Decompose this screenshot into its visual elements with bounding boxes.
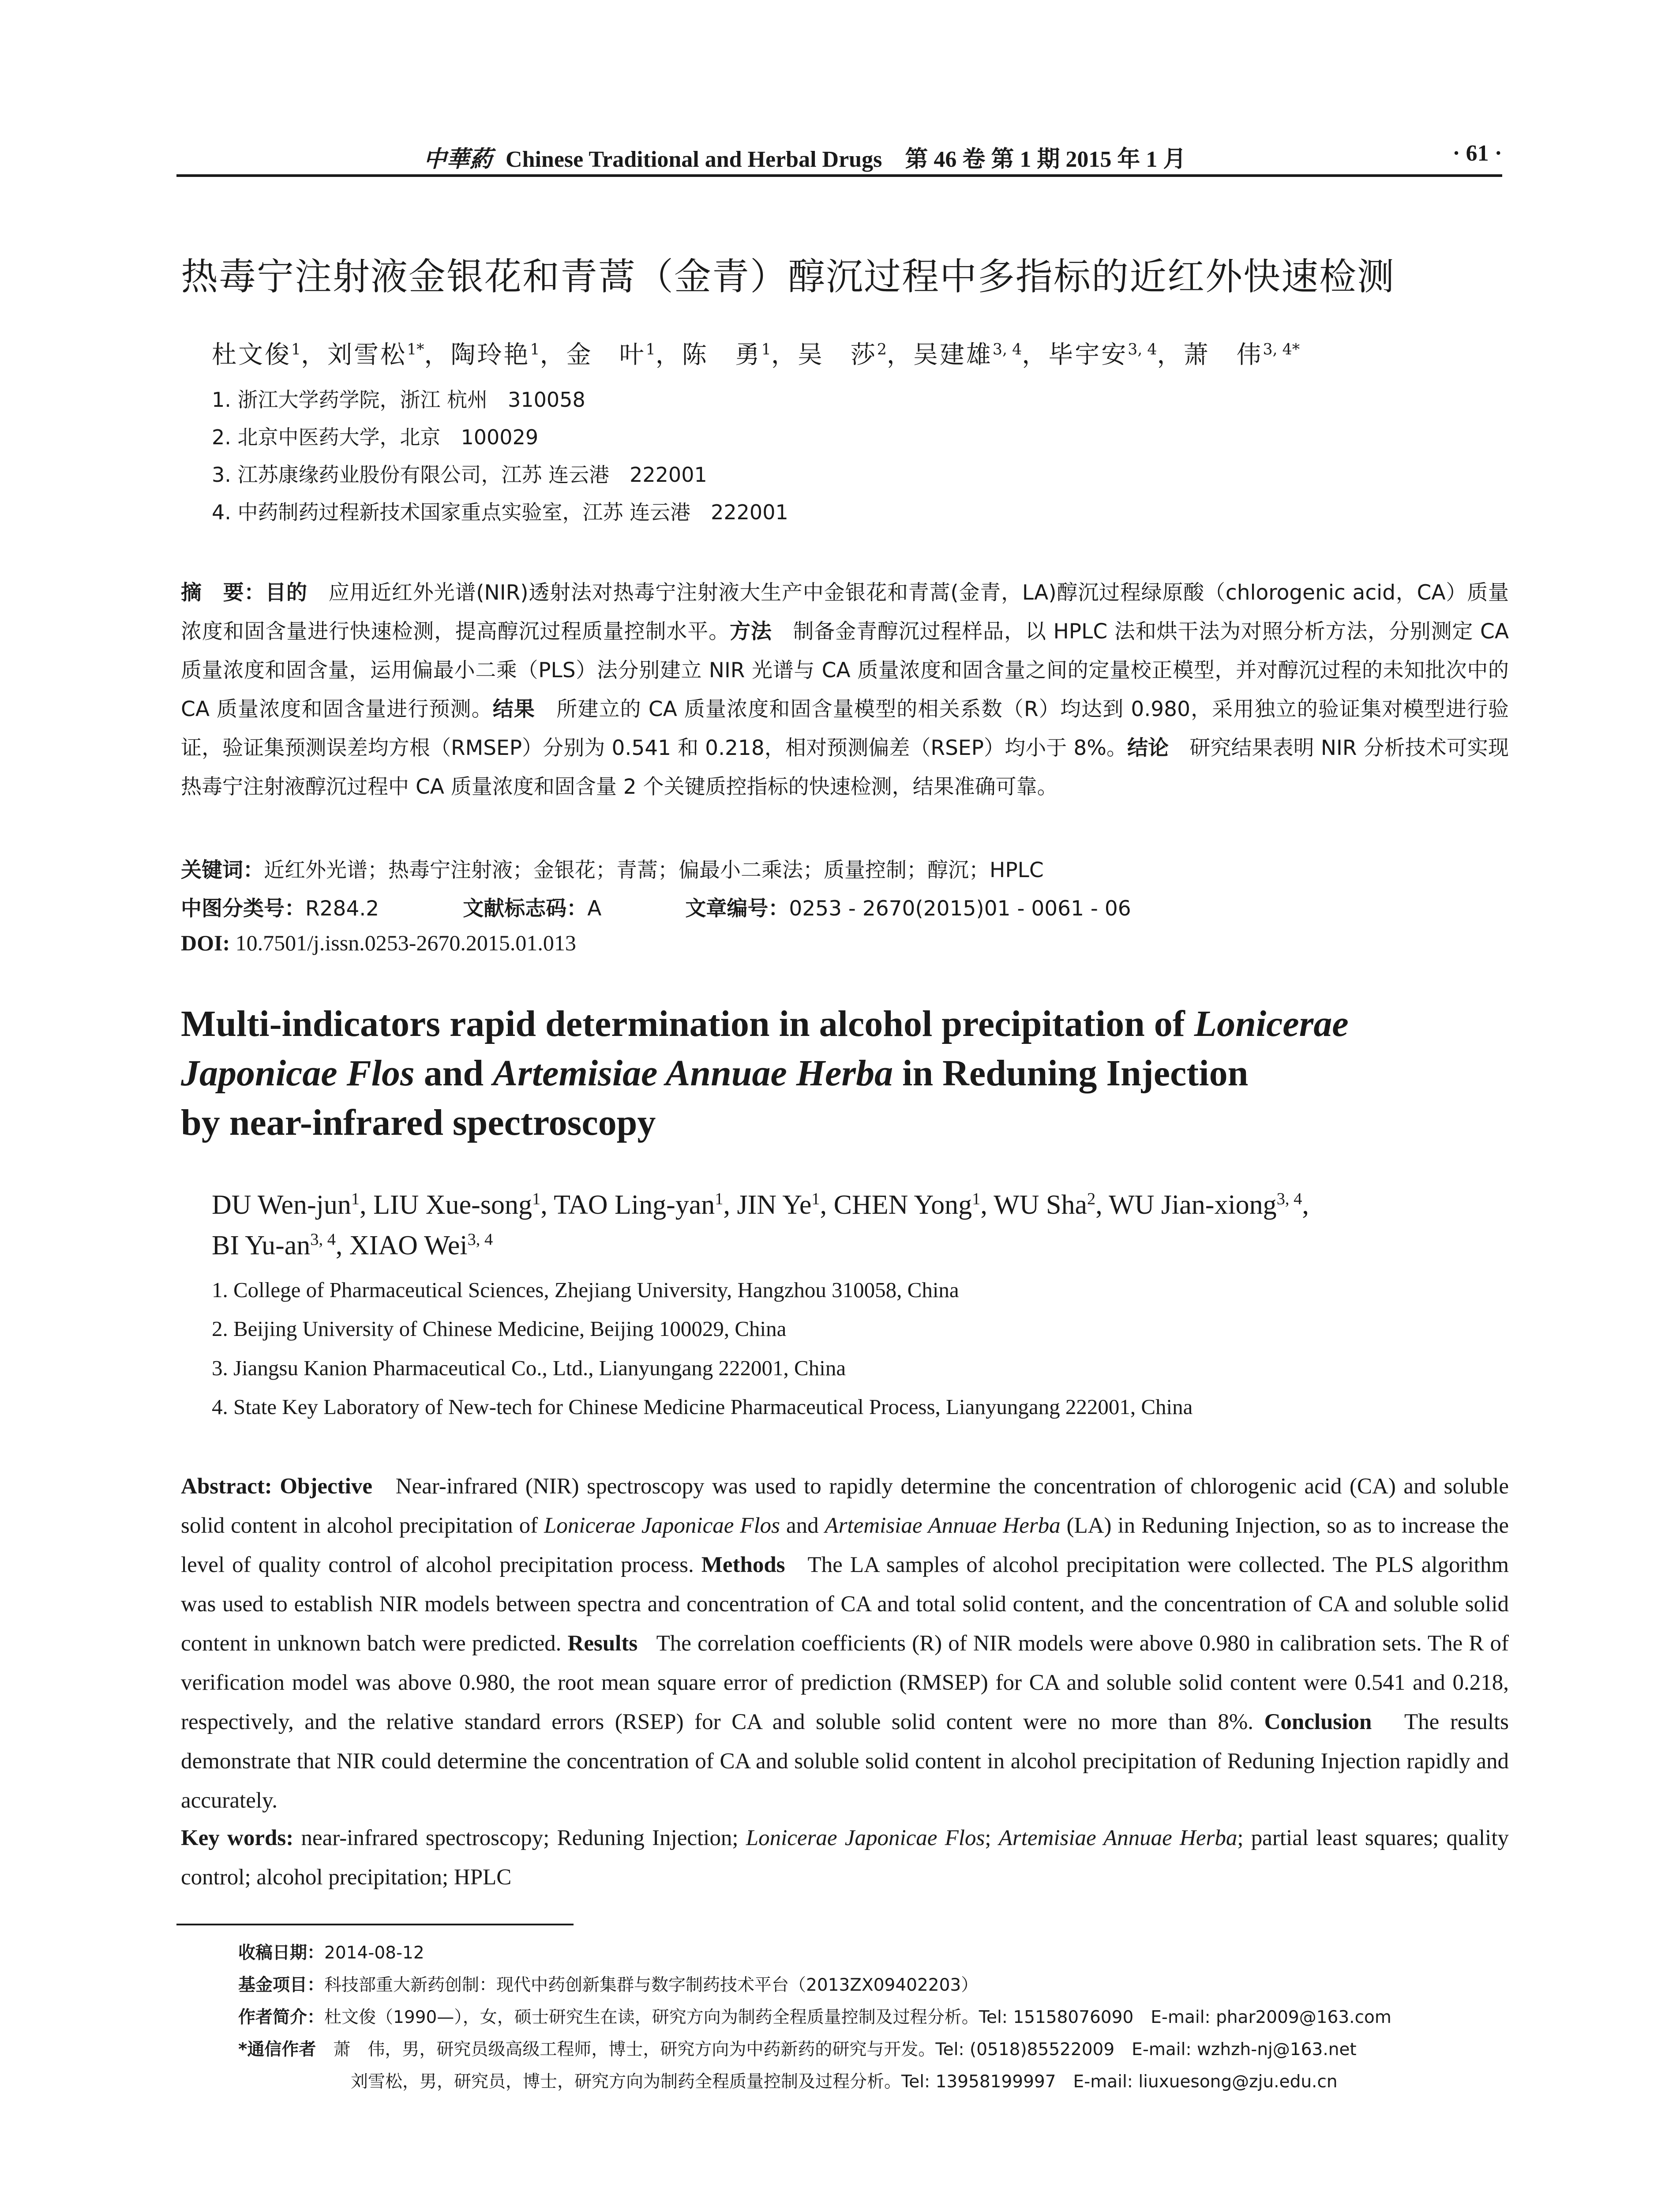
cn-methods: 制备金青醇沉过程样品，以 HPLC 法和烘干法为对照分析方法，分别测定 CA 质量浓度和固含量，运用偏最小二乘（PLS）法分别建立 NIR 光谱与 CA 质量浓度和固含量之间的定量校正模型，并对醇沉过程的未知批次中的 CA 质量浓度和固含量进行预测。 [181,619,1509,721]
doi-label: DOI: [181,930,230,955]
cn-conclusion: 研究结果表明 NIR 分析技术可实现热毒宁注射液醇沉过程中 CA 质量浓度和固含量 2 个关键质控指标的快速检测，结果准确可靠。 [181,736,1509,799]
footnote-corresponding: *通信作者 萧 伟，男，研究员级高级工程师，博士，研究方向为中药新药的研究与开发。Tel: (0518)85522009 E-mail: wzhzh-nj@163.net [238,2040,1357,2060]
cn-abstract-label: 摘 要： [181,581,266,605]
en-title: Multi-indicators rapid determination in alcohol precipitation of Lonicerae Japonicae Flos and Artemisiae Annuae Herba in Reduning Injection by near-infrared spectroscopy [181,1003,1349,1143]
en-author: LIU Xue-song$^1$ [373,1189,541,1220]
footnote-rule [176,1924,574,1925]
header-rule [176,174,1502,177]
en-affiliation: 1. College of Pharmaceutical Sciences, Zhejiang University, Hangzhou 310058, China [212,1278,959,1302]
cn-author: 杜文俊$^1$ [212,341,301,369]
cn-authors: 杜文俊$^1$，刘雪松$^{1*}$，陶玲艳$^1$，金 叶$^1$，陈 勇$^1$，吴 莎$^2$，吴建雄$^{3, 4}$，毕宇安$^{3, 4}$，萧 伟$^{3, 4*}$ [212,341,1300,369]
doi-value: 10.7501/j.issn.0253-2670.2015.01.013 [235,930,576,955]
cn-objective: 应用近红外光谱(NIR)透射法对热毒宁注射液大生产中金银花和青蒿(金青，LA)醇沉过程绿原酸（chlorogenic acid，CA）质量浓度和固含量进行快速检测，提高醇沉过程质量控制水平。 [181,581,1509,644]
cn-author: 萧 伟$^{3, 4*}$ [1183,341,1300,369]
article-no-label: 文章编号： [685,897,789,921]
cn-affiliation: 4. 中药制药过程新技术国家重点实验室，江苏 连云港 222001 [212,500,788,524]
doccode-label: 文献标志码： [463,897,588,921]
cn-author: 毕宇安$^{3, 4}$ [1048,341,1157,369]
page-number: · 61 · [1452,141,1502,166]
en-author: XIAO Wei$^{3, 4}$ [349,1230,493,1261]
en-affiliation: 3. Jiangsu Kanion Pharmaceutical Co., Ltd., Lianyungang 222001, China [212,1356,846,1380]
en-abstract-label: Abstract: Objective [181,1474,372,1499]
cn-methods-label: 方法 [729,619,772,644]
en-author: JIN Ye$^1$ [737,1189,820,1220]
journal-logo: 中華葯 [424,146,493,173]
cn-author: 陈 勇$^1$ [682,341,771,369]
cn-keywords [181,854,1044,883]
en-keywords-label: Key words: [181,1826,294,1850]
en-affiliation: 2. Beijing University of Chinese Medicine, Beijing 100029, China [212,1317,787,1341]
clc-label: 中图分类号： [181,897,305,921]
cn-objective-label: 目的 [265,581,308,605]
en-author: CHEN Yong$^1$ [833,1189,981,1220]
en-author: WU Sha$^2$ [994,1189,1096,1220]
cn-keywords-text: 近红外光谱；热毒宁注射液；金银花；青蒿；偏最小二乘法；质量控制；醇沉；HPLC [264,858,1044,882]
en-results-label: Results [567,1631,638,1656]
cn-classification [181,892,1131,922]
article-no-value: 0253 - 2670(2015)01 - 0061 - 06 [789,897,1131,921]
footnote-fund: 基金项目：科技部重大新药创制：现代中药创新集群与数字制药技术平台（2013ZX09402203） [238,1975,979,1995]
footnote-bio: 作者简介：杜文俊（1990—），女，硕士研究生在读，研究方向为制药全程质量控制及过程分析。Tel: 15158076090 E-mail: phar2009@163.com [238,2007,1391,2027]
en-methods: The LA samples of alcohol precipitation were collected. The PLS algorithm was used to establish NIR models between spectra and concentration of CA and total solid content, and the concentration of CA and soluble solid content in unknown batch were predicted. [181,1553,1509,1656]
cn-author: 吴建雄$^{3, 4}$ [913,341,1022,369]
en-keywords: Key words: near-infrared spectroscopy; Reduning Injection; Lonicerae Japonicae Flos; Artemisiae Annuae Herba; partial least squares; quality control; alcohol precipitation; HPLC [181,1826,1509,1890]
cn-author: 陶玲艳$^1$ [450,341,540,369]
en-authors: DU Wen-jun$^1$, LIU Xue-song$^1$, TAO Ling-yan$^1$, JIN Ye$^1$, CHEN Yong$^1$, WU Sha$^2$, WU Jian-xiong$^{3, 4}$, BI Yu-an$^{3, 4}$, XIAO Wei$^{3, 4}$ [212,1189,1309,1261]
en-author: DU Wen-jun$^1$ [212,1189,360,1220]
doi-line [181,930,576,956]
doccode-value: A [587,897,602,921]
cn-results-label: 结果 [492,697,536,721]
cn-author: 金 叶$^1$ [566,341,656,369]
en-author: TAO Ling-yan$^1$ [554,1189,724,1220]
journal-info: Chinese Traditional and Herbal Drugs 第 46 卷 第 1 期 2015 年 1 月 [506,147,1186,172]
en-author: WU Jian-xiong$^{3, 4}$ [1109,1189,1302,1220]
cn-conclusion-label: 结论 [1127,736,1169,760]
cn-abstract [181,574,1509,807]
cn-author: 吴 莎$^2$ [797,341,887,369]
running-header [176,140,1502,175]
en-abstract: Abstract: Objective Near-infrared (NIR) spectroscopy was used to rapidly determine the concentration of chlorogenic acid (CA) and soluble solid content in alcohol precipitation of Lonicerae Japonicae Flos and Artemisiae Annuae Herba (LA) in Reduning Injection, so as to increase the level of quality control of alcohol precipitation process. Methods The LA samples of alcohol precipitation were collected. The PLS algorithm was used to establish NIR models between spectra and concentration of CA and total solid content, and the concentration of CA and soluble solid content in unknown batch were predicted. Results The correlation coefficients (R) of NIR models were above 0.980 in calibration sets. The R of verification model was above 0.980, the root mean square error of prediction (RMSEP) for CA and soluble solid content were 0.541 and 0.218, respectively, and the relative standard errors (RSEP) for CA and soluble solid content were no more than 8%. Conclusion The results demonstrate that NIR could determine the concentration of CA and soluble solid content in alcohol precipitation of Reduning Injection rapidly and accurately. [181,1474,1509,1813]
footnote-received: 收稿日期：2014-08-12 [238,1943,424,1963]
cn-affiliation: 2. 北京中医药大学，北京 100029 [212,425,539,449]
cn-title: 热毒宁注射液金银花和青蒿（金青）醇沉过程中多指标的近红外快速检测 [181,255,1395,298]
en-conclusion: The results demonstrate that NIR could determine the concentration of CA and soluble solid content in alcohol precipitation of Reduning Injection rapidly and accurately. [181,1710,1509,1813]
footnote-corresponding-2: 刘雪松，男，研究员，博士，研究方向为制药全程质量控制及过程分析。Tel: 13958199997 E-mail: liuxuesong@zju.edu.cn [351,2072,1338,2092]
en-methods-label: Methods [701,1553,785,1577]
clc-value: R284.2 [305,897,379,921]
en-results: The correlation coefficients (R) of NIR models were above 0.980 in calibration sets. The R of verification model was above 0.980, the root mean square error of prediction (RMSEP) for CA and soluble solid content were 0.541 and 0.218, respectively, and the relative standard errors (RSEP) for CA and soluble solid content were no more than 8%. [181,1631,1509,1734]
cn-results: 所建立的 CA 质量浓度和固含量模型的相关系数（R）均达到 0.980，采用独立的验证集对模型进行验证，验证集预测误差均方根（RMSEP）分别为 0.541 和 0.218，相对预测偏差（RSEP）均小于 8%。 [181,697,1509,760]
cn-affiliation: 3. 江苏康缘药业股份有限公司，江苏 连云港 222001 [212,463,707,487]
journal-header [424,140,1186,173]
en-affiliation: 4. State Key Laboratory of New-tech for Chinese Medicine Pharmaceutical Process, Lianyungang 222001, China [212,1395,1193,1419]
en-author: BI Yu-an$^{3, 4}$ [212,1230,336,1261]
cn-affiliation: 1. 浙江大学药学院，浙江 杭州 310058 [212,388,585,412]
cn-keywords-label: 关键词： [181,858,264,882]
en-conclusion-label: Conclusion [1264,1710,1372,1734]
cn-author: 刘雪松$^{1*}$ [327,341,424,369]
